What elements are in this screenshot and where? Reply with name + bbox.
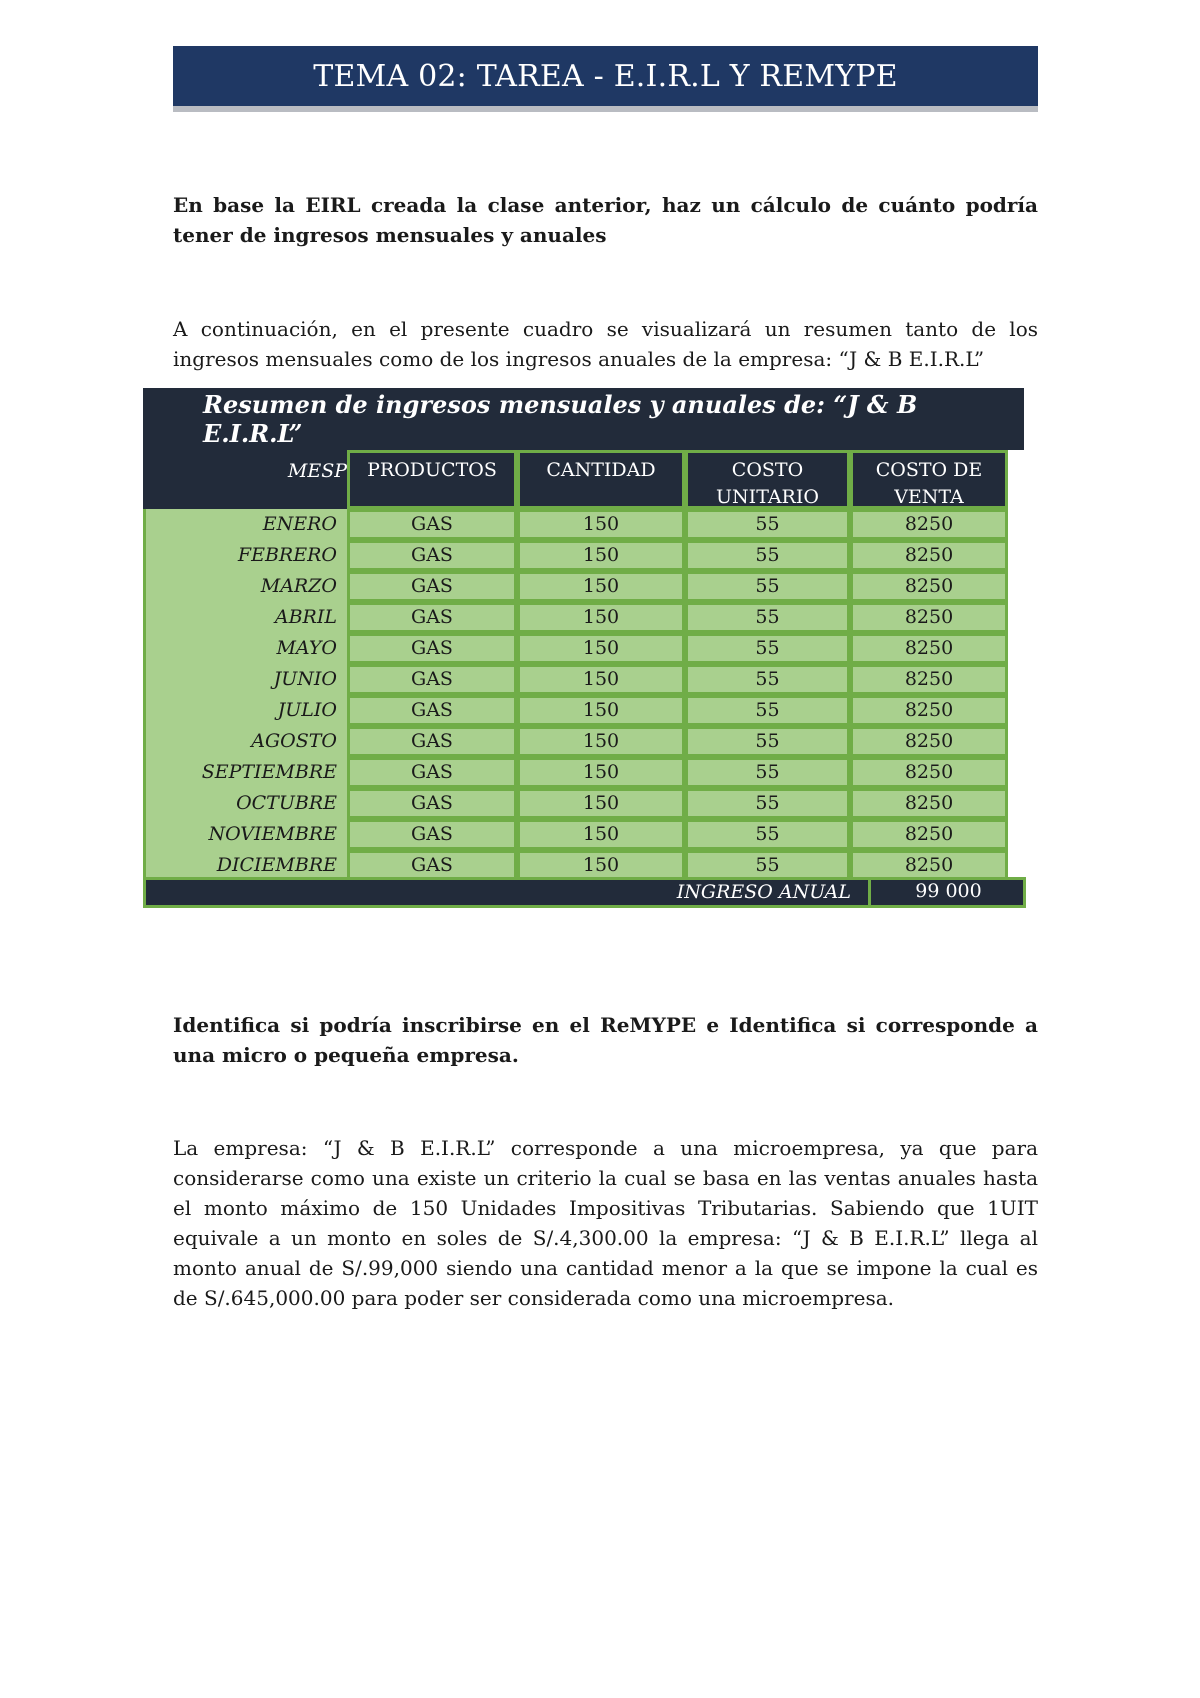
- cell-costo-unitario: 55: [685, 788, 850, 819]
- cell-mes: NOVIEMBRE: [208, 823, 337, 845]
- page-title: TEMA 02: TAREA - E.I.R.L Y REMYPE: [313, 58, 898, 94]
- cell-producto: GAS: [347, 788, 517, 819]
- cell-cantidad: 150: [517, 788, 685, 819]
- cell-costo-venta: 8250: [850, 509, 1008, 540]
- header-cantidad: CANTIDAD: [517, 450, 685, 509]
- cell-producto: GAS: [347, 633, 517, 664]
- cell-mes: FEBRERO: [237, 544, 337, 566]
- cell-mes: ENERO: [262, 513, 337, 535]
- cell-mes: ABRIL: [274, 606, 337, 628]
- cell-cantidad: 150: [517, 540, 685, 571]
- answer-paragraph: La empresa: “J & B E.I.R.L” corresponde a una microempresa, ya que para considerarse como una existe un criterio la cual se basa en las ventas anuales hasta el monto máximo de 150 Unidades Impositivas Tributarias. Sabiendo que 1UIT equivale a un monto en soles de S/.4,300.00 la empresa: “J & B E.I.R.L” llega al monto anual de S/.99,000 siendo una cantidad menor a la que se impone la cual es de S/.645,000.00 para poder ser considerada como una microempresa.: [173, 1136, 1038, 1310]
- cell-costo-venta: 8250: [850, 602, 1008, 633]
- cell-costo-unitario: 55: [685, 819, 850, 850]
- cell-producto: GAS: [347, 819, 517, 850]
- total-row: [143, 877, 1026, 908]
- cell-costo-venta: 8250: [850, 757, 1008, 788]
- cell-costo-venta: 8250: [850, 540, 1008, 571]
- cell-cantidad: 150: [517, 695, 685, 726]
- cell-costo-unitario: 55: [685, 695, 850, 726]
- cell-producto: GAS: [347, 509, 517, 540]
- cell-costo-venta: 8250: [850, 571, 1008, 602]
- question-2: Identifica si podría inscribirse en el ReMYPE e Identifica si corresponde a una micro o pequeña empresa.: [173, 1013, 1038, 1067]
- cell-costo-unitario: 55: [685, 726, 850, 757]
- cell-cantidad: 150: [517, 633, 685, 664]
- cell-costo-venta: 8250: [850, 664, 1008, 695]
- cell-costo-unitario: 55: [685, 633, 850, 664]
- cell-cantidad: 150: [517, 819, 685, 850]
- cell-costo-unitario: 55: [685, 664, 850, 695]
- intro-paragraph: A continuación, en el presente cuadro se visualizará un resumen tanto de los ingresos mensuales como de los ingresos anuales de la empresa: “J & B E.I.R.L”: [173, 317, 1038, 371]
- total-value: 99 000: [868, 877, 1026, 908]
- cell-mes: OCTUBRE: [236, 792, 337, 814]
- cell-costo-venta: 8250: [850, 726, 1008, 757]
- cell-costo-unitario: 55: [685, 540, 850, 571]
- cell-cantidad: 150: [517, 757, 685, 788]
- cell-producto: GAS: [347, 695, 517, 726]
- cell-cantidad: 150: [517, 602, 685, 633]
- cell-cantidad: 150: [517, 726, 685, 757]
- cell-cantidad: 150: [517, 571, 685, 602]
- total-label: INGRESO ANUAL: [676, 881, 851, 903]
- cell-costo-venta: 8250: [850, 695, 1008, 726]
- cell-costo-unitario: 55: [685, 571, 850, 602]
- cell-producto: GAS: [347, 726, 517, 757]
- cell-mes: MARZO: [260, 575, 337, 597]
- cell-producto: GAS: [347, 540, 517, 571]
- cell-costo-unitario: 55: [685, 850, 850, 881]
- cell-mes: SEPTIEMBRE: [201, 761, 337, 783]
- cell-cantidad: 150: [517, 509, 685, 540]
- cell-producto: GAS: [347, 850, 517, 881]
- cell-mes: DICIEMBRE: [216, 854, 337, 876]
- cell-mes: MAYO: [276, 637, 337, 659]
- header-productos: PRODUCTOS: [347, 450, 517, 509]
- cell-costo-unitario: 55: [685, 602, 850, 633]
- cell-producto: GAS: [347, 664, 517, 695]
- cell-cantidad: 150: [517, 850, 685, 881]
- cell-costo-venta: 8250: [850, 850, 1008, 881]
- header-mes: MESP: [143, 450, 347, 509]
- cell-costo-venta: 8250: [850, 633, 1008, 664]
- cell-costo-unitario: 55: [685, 509, 850, 540]
- title-banner: [173, 46, 1038, 112]
- cell-costo-venta: 8250: [850, 788, 1008, 819]
- cell-producto: GAS: [347, 571, 517, 602]
- income-summary-table: [143, 388, 1026, 918]
- table-caption: Resumen de ingresos mensuales y anuales de: “J & B E.I.R.L”: [143, 388, 1024, 450]
- cell-mes: JULIO: [277, 699, 337, 721]
- cell-costo-unitario: 55: [685, 757, 850, 788]
- cell-mes: AGOSTO: [251, 730, 337, 752]
- header-costo-unitario: COSTO UNITARIO: [685, 450, 850, 509]
- cell-producto: GAS: [347, 757, 517, 788]
- cell-producto: GAS: [347, 602, 517, 633]
- question-1: En base la EIRL creada la clase anterior, haz un cálculo de cuánto podría tener de ingresos mensuales y anuales: [173, 193, 1038, 247]
- cell-costo-venta: 8250: [850, 819, 1008, 850]
- header-costo-venta: COSTO DE VENTA: [850, 450, 1008, 509]
- cell-mes: JUNIO: [273, 668, 337, 690]
- cell-cantidad: 150: [517, 664, 685, 695]
